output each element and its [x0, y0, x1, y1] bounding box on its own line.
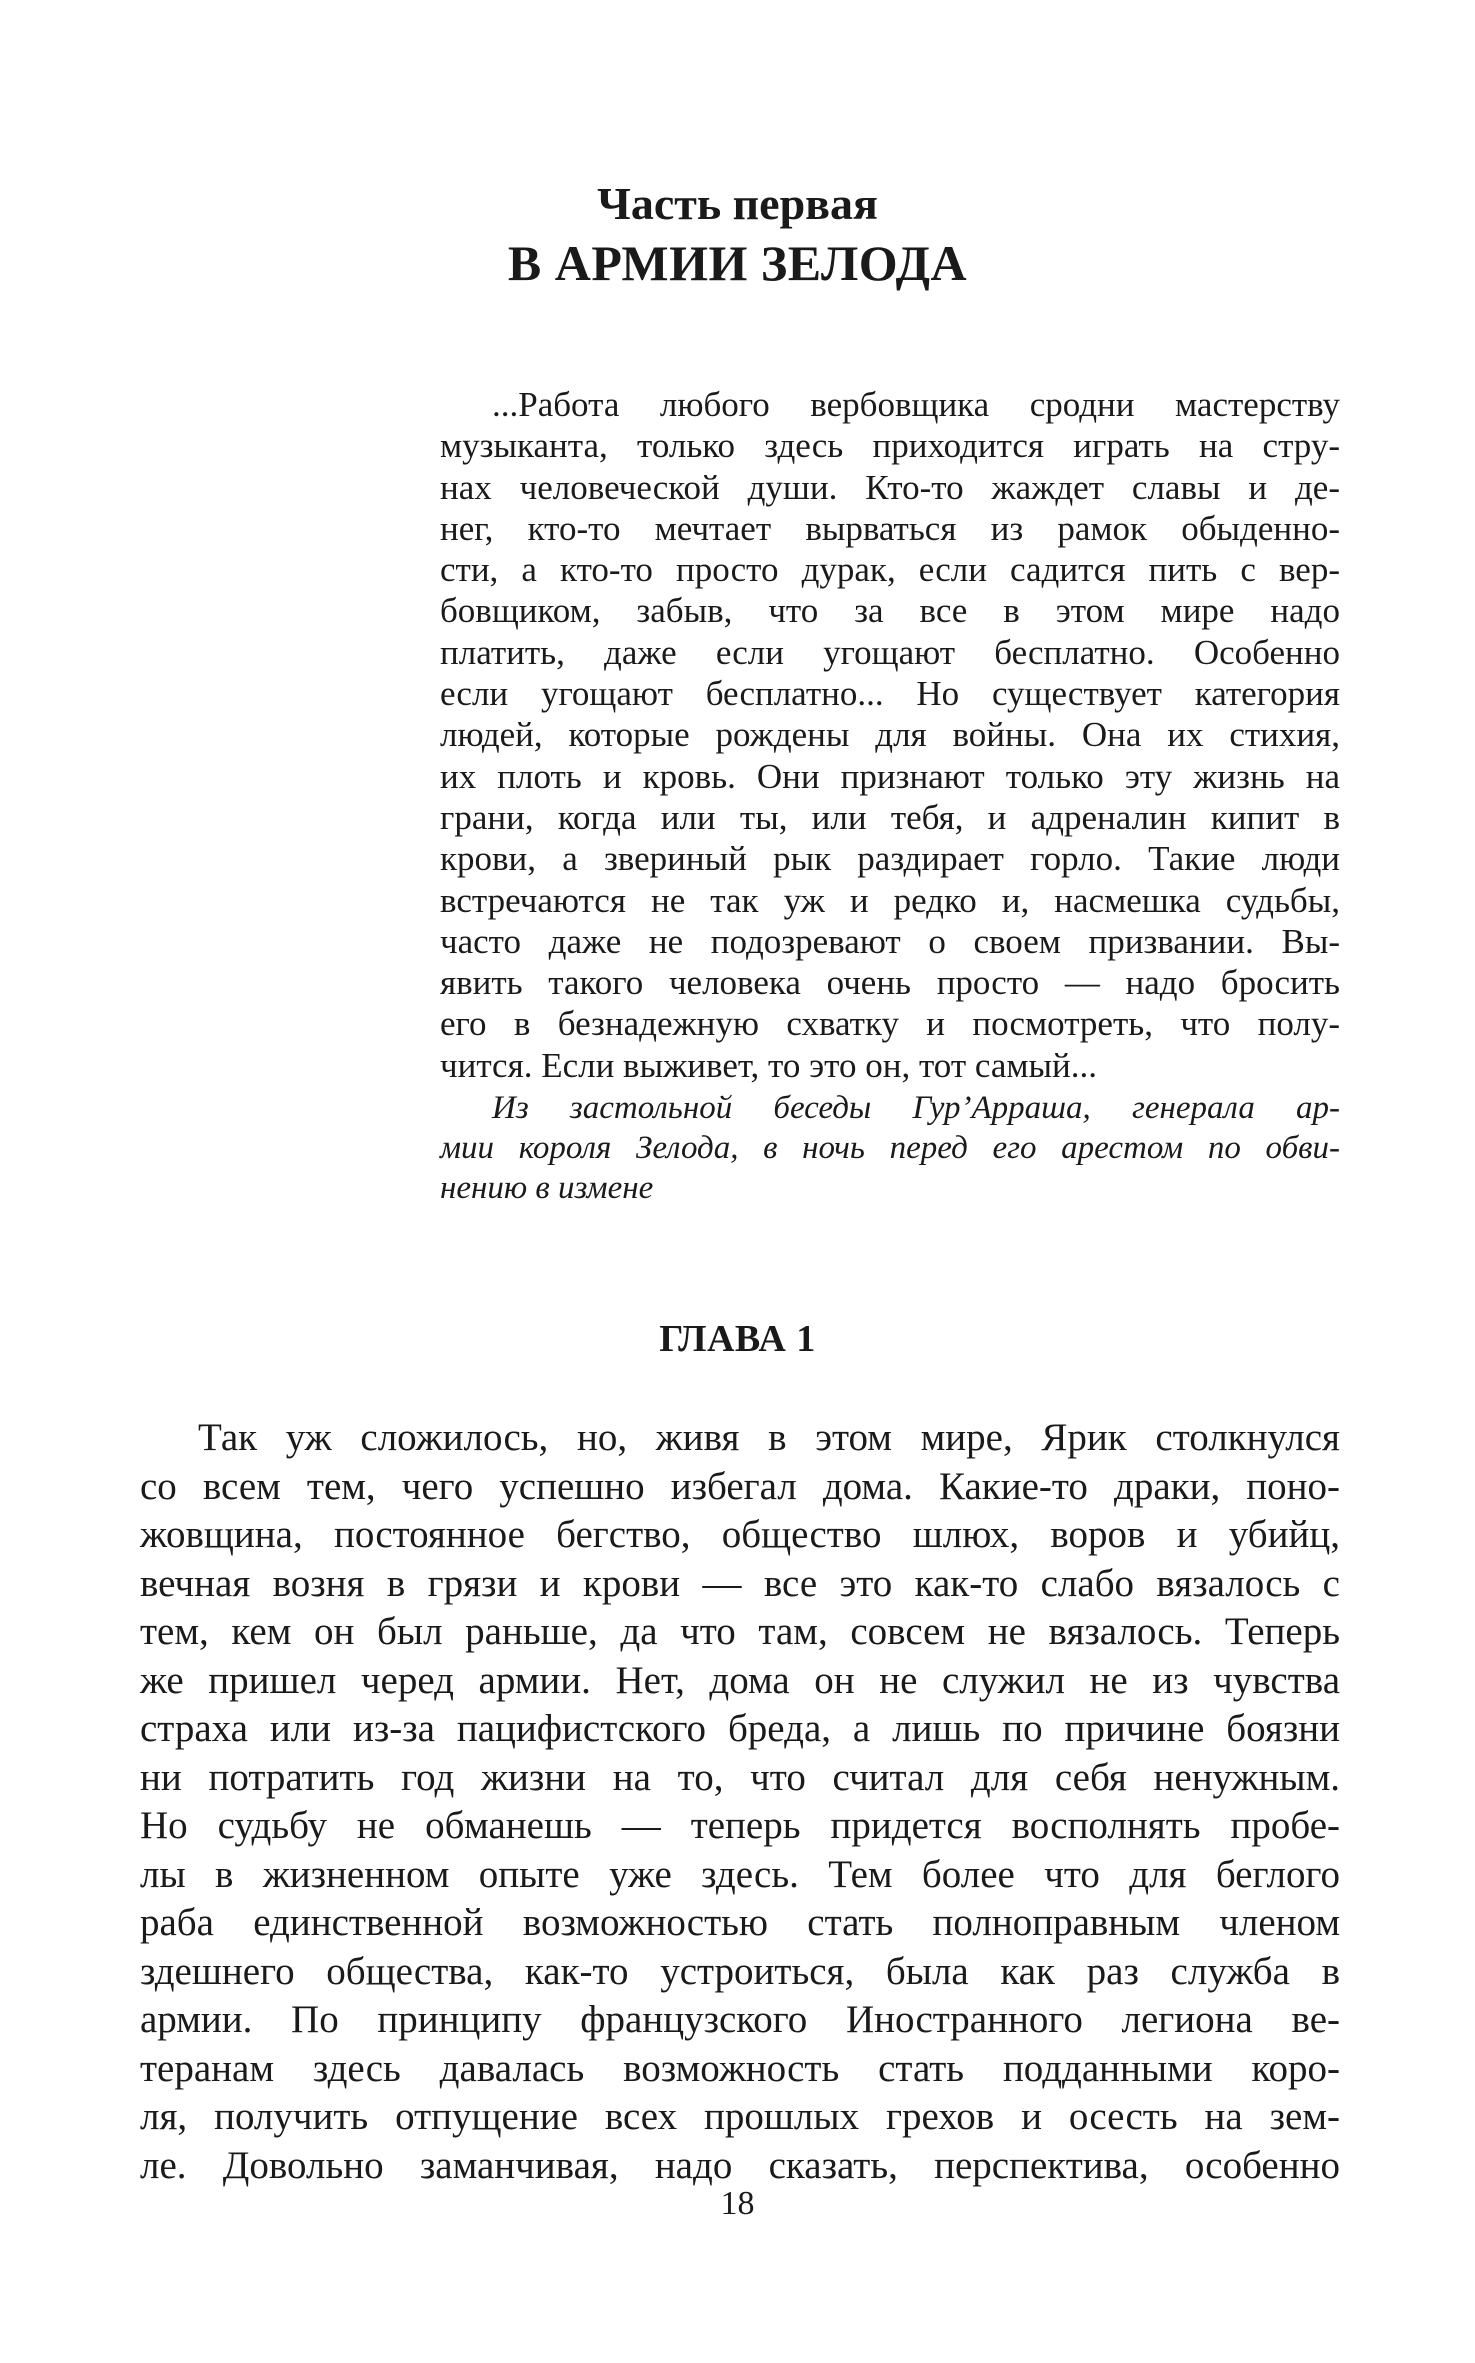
chapter-title: ГЛАВА 1	[659, 1318, 816, 1360]
attribution-line: нению в измене	[440, 1170, 654, 1207]
page-number: 18	[720, 2185, 755, 2222]
epigraph-line: явить такого человека очень просто — надо бросить	[440, 963, 1340, 1003]
body-line: армии. По принципу французского Иностранного легиона ве-	[140, 1998, 1340, 2041]
epigraph-line: встречаются не так уж и редко и, насмешка судьбы,	[440, 880, 1340, 920]
epigraph-line: платить, даже если угощают бесплатно. Особенно	[440, 632, 1340, 672]
body-line: жовщина, постоянное бегство, общество шлюх, воров и убийц,	[140, 1513, 1340, 1556]
body-line: со всем тем, чего успешно избегал дома. Какие-то драки, поно-	[140, 1464, 1340, 1508]
body-line: раба единственной возможностью стать полноправным членом	[140, 1901, 1340, 1944]
part-label: Часть первая	[597, 178, 878, 229]
body-line: здешнего общества, как-то устроиться, была как раз служба в	[140, 1949, 1340, 1993]
epigraph-line: если угощают бесплатно... Но существует категория	[440, 674, 1340, 714]
body-line: вечная возня в грязи и крови — все это как-то слабо вязалось с	[140, 1561, 1340, 1605]
body-line: ля, получить отпущение всех прошлых грехов и осесть на зем-	[140, 2095, 1340, 2138]
body-line: тем, кем он был раньше, да что там, совсем не вязалось. Теперь	[140, 1610, 1340, 1653]
epigraph-line: музыканта, только здесь приходится играть на стру-	[440, 426, 1340, 466]
epigraph-line: бовщиком, забыв, что за все в этом мире надо	[440, 591, 1340, 631]
epigraph-line: чится. Если выживет, то это он, тот самый...	[440, 1045, 1098, 1085]
epigraph-line: нах человеческой души. Кто-то жаждет славы и де-	[440, 467, 1340, 507]
part-title: В АРМИИ ЗЕЛОДА	[507, 235, 968, 291]
epigraph-attribution	[440, 1088, 1340, 1208]
body-line: Так уж сложилось, но, живя в этом мире, Ярик столкнулся	[198, 1416, 1340, 1459]
epigraph-line: ...Работа любого вербовщика сродни мастерству	[492, 385, 1340, 424]
part-header	[0, 176, 1475, 294]
body-line: лы в жизненном опыте уже здесь. Тем более что для беглого	[140, 1852, 1340, 1896]
body-line: же пришел черед армии. Нет, дома он не служил не из чувства	[140, 1658, 1340, 1702]
body-line: ле. Довольно заманчивая, надо сказать, перспектива, особенно	[140, 2143, 1340, 2187]
epigraph-line: его в безнадежную схватку и посмотреть, что полу-	[440, 1004, 1340, 1044]
body-line: теранам здесь давалась возможность стать подданными коро-	[140, 2046, 1340, 2090]
epigraph-line: людей, которые рождены для войны. Она их стихия,	[440, 715, 1340, 755]
body-line: ни потратить год жизни на то, что считал для себя ненужным.	[140, 1755, 1340, 1799]
epigraph-line: нег, кто-то мечтает вырваться из рамок обыденно-	[440, 508, 1340, 548]
epigraph-line: сти, а кто-то просто дурак, если садится пить с вер-	[440, 550, 1340, 590]
attribution-line: мии короля Зелода, в ночь перед его арестом по обви-	[440, 1130, 1340, 1167]
body-line: Но судьбу не обманешь — теперь придется восполнять пробе-	[140, 1804, 1340, 1847]
attribution-line: Из застольной беседы Гур’Арраша, генерала ар-	[492, 1090, 1340, 1127]
epigraph-line: грани, когда или ты, или тебя, и адреналин кипит в	[440, 797, 1340, 837]
epigraph-line: крови, а звериный рык раздирает горло. Такие люди	[440, 839, 1340, 879]
epigraph	[440, 384, 1340, 1208]
epigraph-line: часто даже не подозревают о своем призвании. Вы-	[440, 921, 1340, 961]
body-text	[140, 1414, 1340, 2190]
body-line: страха или из-за пацифистского бреда, а лишь по причине боязни	[140, 1707, 1340, 1750]
epigraph-line: их плоть и кровь. Они признают только эту жизнь на	[440, 756, 1340, 796]
